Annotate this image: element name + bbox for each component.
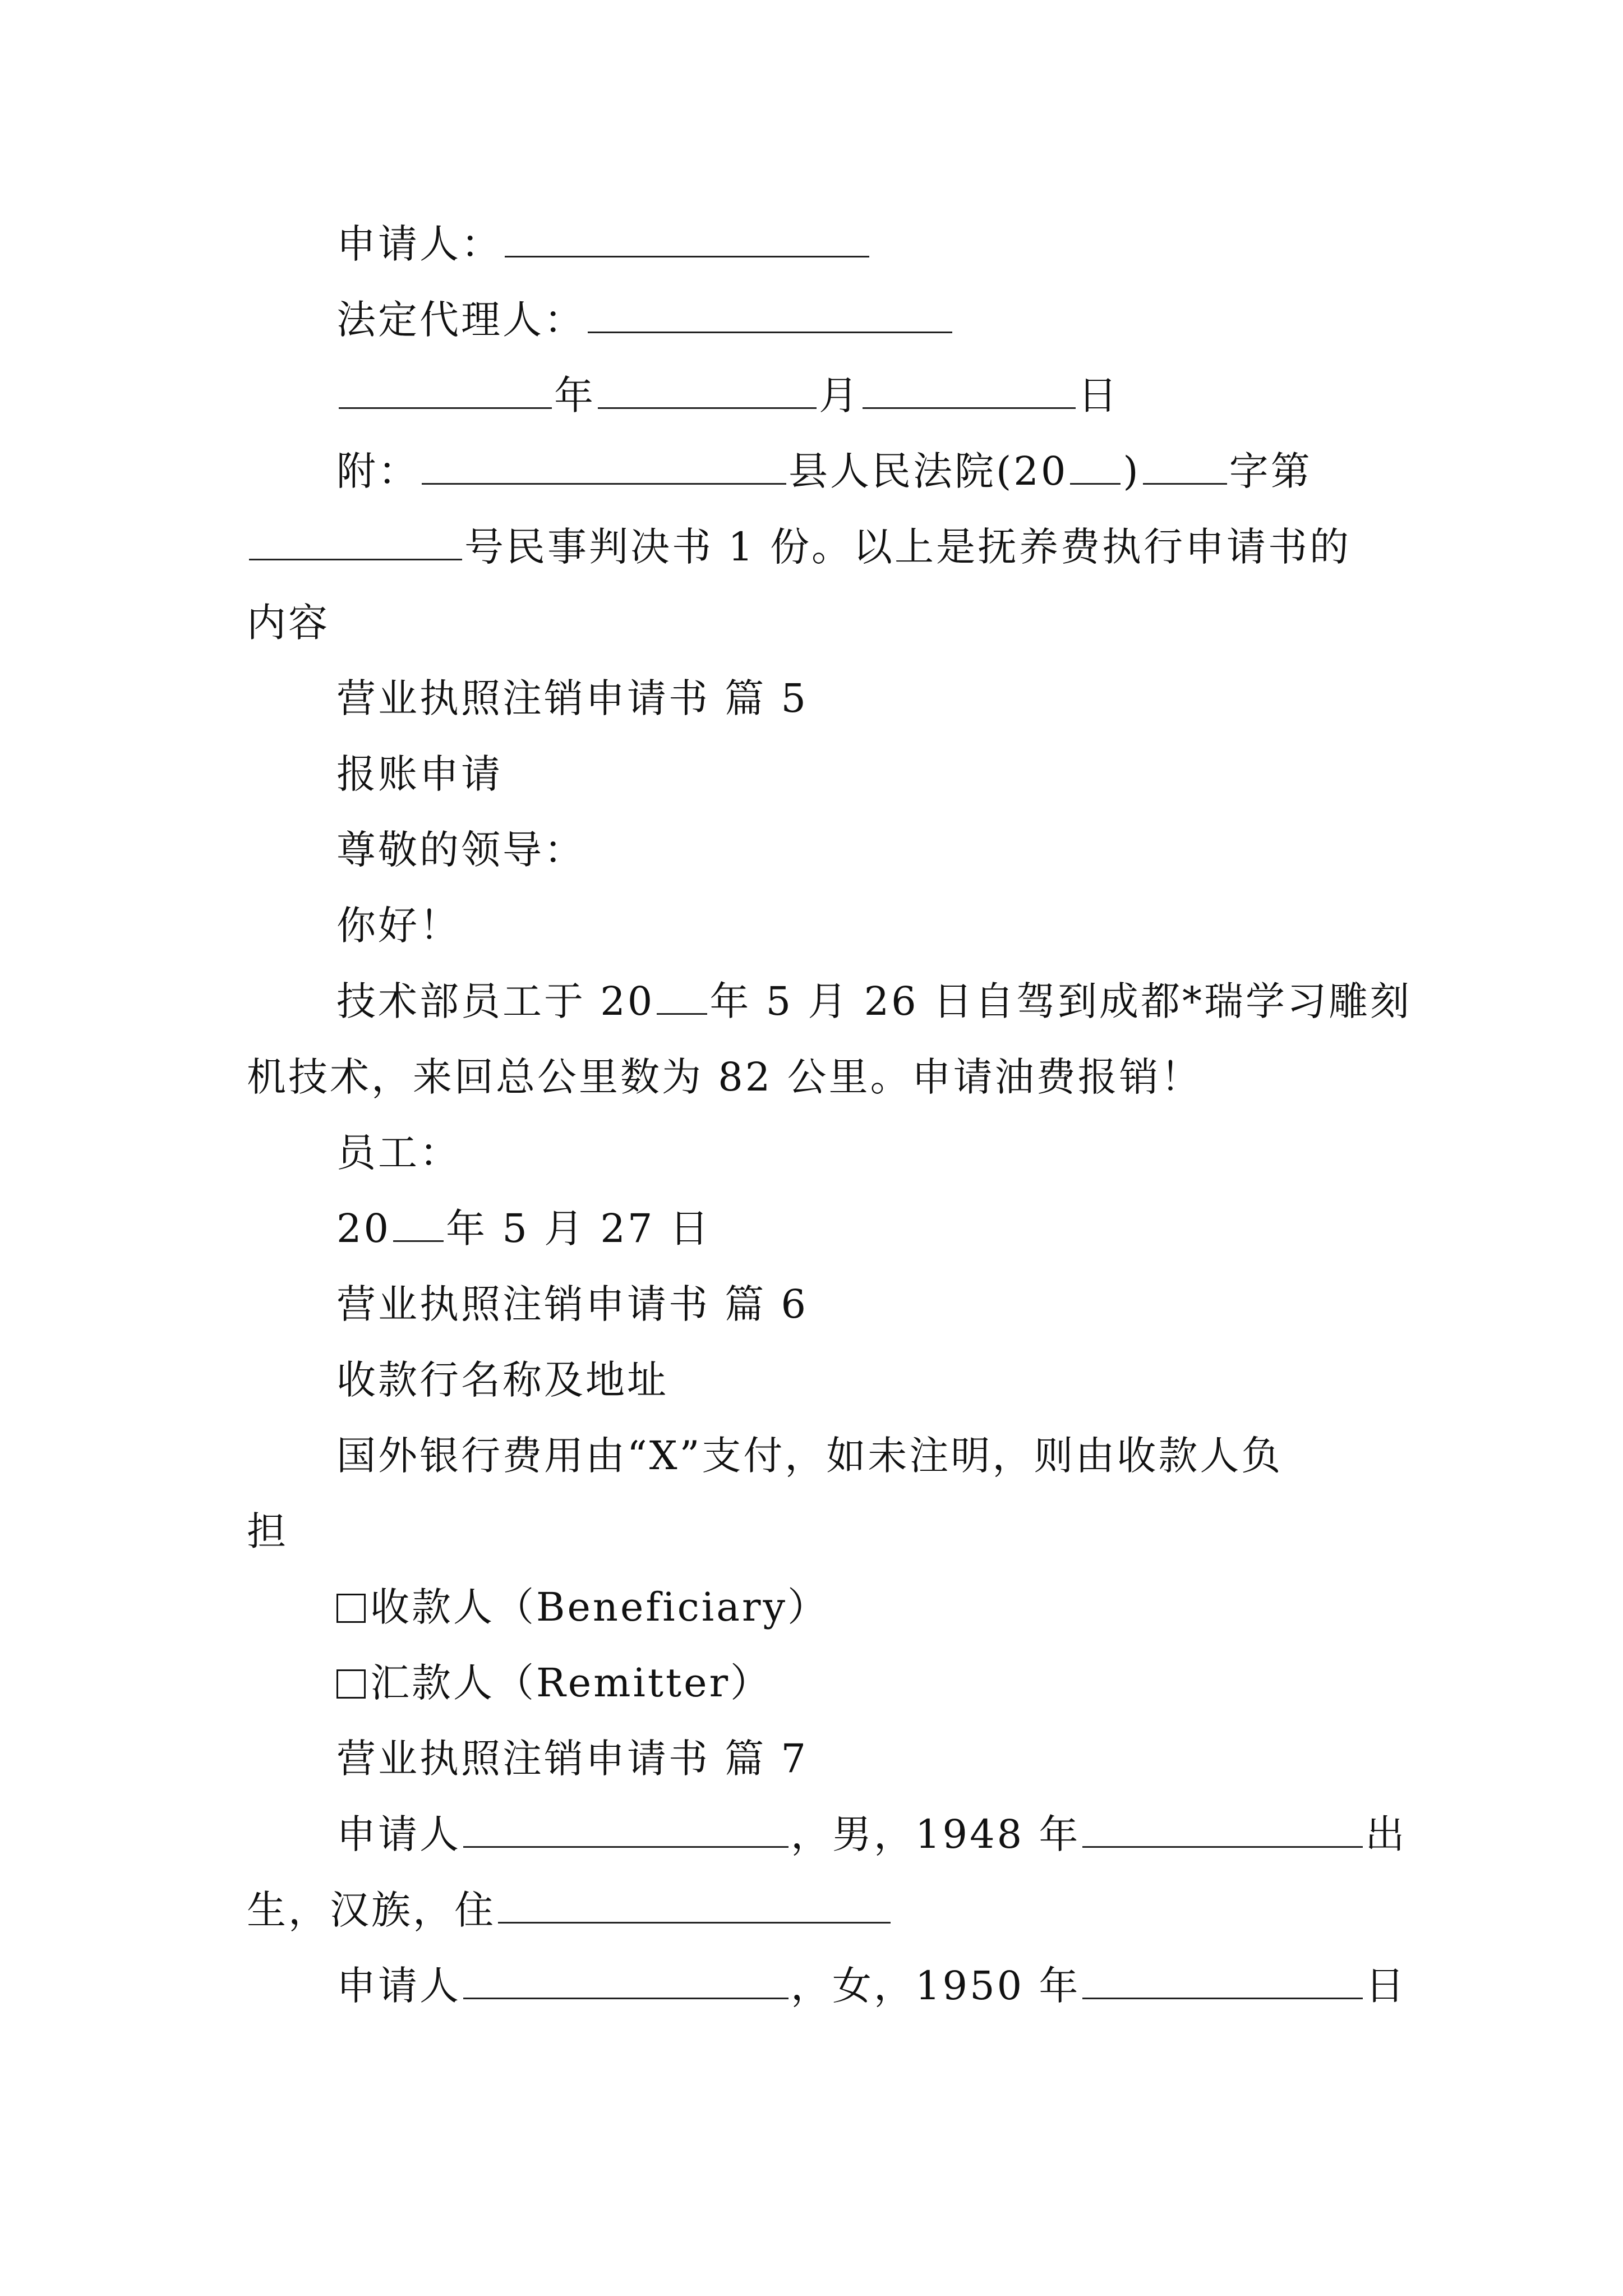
body-line-1-part-b: 年 5 月 26 日自驾到成都*瑞学习雕刻 bbox=[709, 978, 1412, 1024]
sign-date-part-b: 年 5 月 27 日 bbox=[446, 1205, 711, 1251]
sign-date-part-a: 20 bbox=[336, 1205, 391, 1251]
zi-blank[interactable] bbox=[1143, 448, 1227, 485]
applicant-1-residence: 生，汉族，住 bbox=[247, 1887, 496, 1933]
year-blank[interactable] bbox=[339, 372, 552, 409]
remitter-checkbox[interactable] bbox=[336, 1669, 366, 1699]
applicant-1-tail: 出 bbox=[1365, 1811, 1407, 1857]
body-line-1 bbox=[336, 973, 1412, 1029]
fee-line-1: 国外银行费用由“X”支付，如未注明，则由收款人负 bbox=[336, 1433, 1283, 1479]
reimburse-title: 报账申请 bbox=[336, 751, 502, 797]
section-7-title: 营业执照注销申请书 篇 7 bbox=[336, 1736, 809, 1782]
beneficiary-label: 收款人（Beneficiary） bbox=[370, 1584, 829, 1630]
option-remitter bbox=[336, 1655, 772, 1711]
applicant-2-gender-year: ，女，1950 年 bbox=[791, 1963, 1081, 2009]
applicant-1-birth-blank[interactable] bbox=[1082, 1811, 1363, 1848]
month-blank[interactable] bbox=[598, 372, 817, 409]
attach-zi: 字第 bbox=[1229, 448, 1312, 494]
year-suffix-blank[interactable] bbox=[1070, 448, 1121, 485]
applicant-1-name-blank[interactable] bbox=[463, 1811, 789, 1848]
section-6-title: 营业执照注销申请书 篇 6 bbox=[336, 1281, 809, 1327]
attachment-line bbox=[336, 443, 1312, 499]
applicant-2-name-blank[interactable] bbox=[463, 1963, 789, 1999]
greeting: 你好！ bbox=[336, 903, 461, 949]
attach-prefix: 附： bbox=[336, 448, 419, 494]
bank-name: 收款行名称及地址 bbox=[336, 1357, 668, 1403]
date-line bbox=[336, 367, 1119, 424]
judgment-text: 号民事判决书 1 份。以上是抚养费执行申请书的 bbox=[464, 524, 1352, 570]
salutation: 尊敬的领导： bbox=[336, 827, 585, 873]
applicant-2-label: 申请人 bbox=[336, 1963, 461, 2009]
court-blank[interactable] bbox=[422, 448, 786, 485]
applicant-2-line bbox=[336, 1958, 1407, 2014]
year-suffix-blank-2[interactable] bbox=[657, 978, 707, 1015]
body-line-1-part-a: 技术部员工于 20 bbox=[336, 978, 655, 1024]
applicant-2-birth-blank[interactable] bbox=[1082, 1963, 1363, 1999]
applicant-line bbox=[336, 216, 872, 272]
year-label: 年 bbox=[554, 372, 596, 418]
attach-court: 县人民法院(20 bbox=[789, 448, 1068, 494]
judgment-tail: 内容 bbox=[247, 600, 330, 646]
remitter-label: 汇款人（Remitter） bbox=[370, 1660, 772, 1706]
legal-rep-line bbox=[336, 292, 955, 348]
applicant-label: 申请人： bbox=[336, 221, 502, 267]
applicant-1-label: 申请人 bbox=[336, 1811, 461, 1857]
applicant-1-line-2 bbox=[247, 1882, 893, 1938]
applicant-2-tail: 日 bbox=[1365, 1963, 1407, 2009]
month-label: 月 bbox=[819, 372, 860, 418]
applicant-1-line bbox=[336, 1806, 1407, 1862]
applicant-1-gender-year: ，男，1948 年 bbox=[791, 1811, 1081, 1857]
day-blank[interactable] bbox=[863, 372, 1076, 409]
attach-paren: ) bbox=[1123, 448, 1141, 494]
beneficiary-checkbox[interactable] bbox=[336, 1594, 366, 1623]
judgment-line bbox=[247, 519, 1351, 575]
fee-line-2: 担 bbox=[247, 1508, 288, 1554]
section-5-title: 营业执照注销申请书 篇 5 bbox=[336, 675, 809, 721]
option-beneficiary bbox=[336, 1579, 829, 1635]
applicant-blank[interactable] bbox=[505, 221, 869, 257]
legal-rep-blank[interactable] bbox=[588, 297, 952, 333]
employee-label: 员工： bbox=[336, 1130, 461, 1176]
judgment-number-blank[interactable] bbox=[249, 524, 462, 560]
body-line-2: 机技术，来回总公里数为 82 公里。申请油费报销！ bbox=[247, 1054, 1202, 1100]
legal-rep-label: 法定代理人： bbox=[336, 297, 585, 343]
day-label: 日 bbox=[1078, 372, 1119, 418]
sign-date bbox=[336, 1200, 711, 1257]
applicant-1-address-blank[interactable] bbox=[498, 1887, 891, 1924]
year-suffix-blank-3[interactable] bbox=[393, 1205, 444, 1242]
